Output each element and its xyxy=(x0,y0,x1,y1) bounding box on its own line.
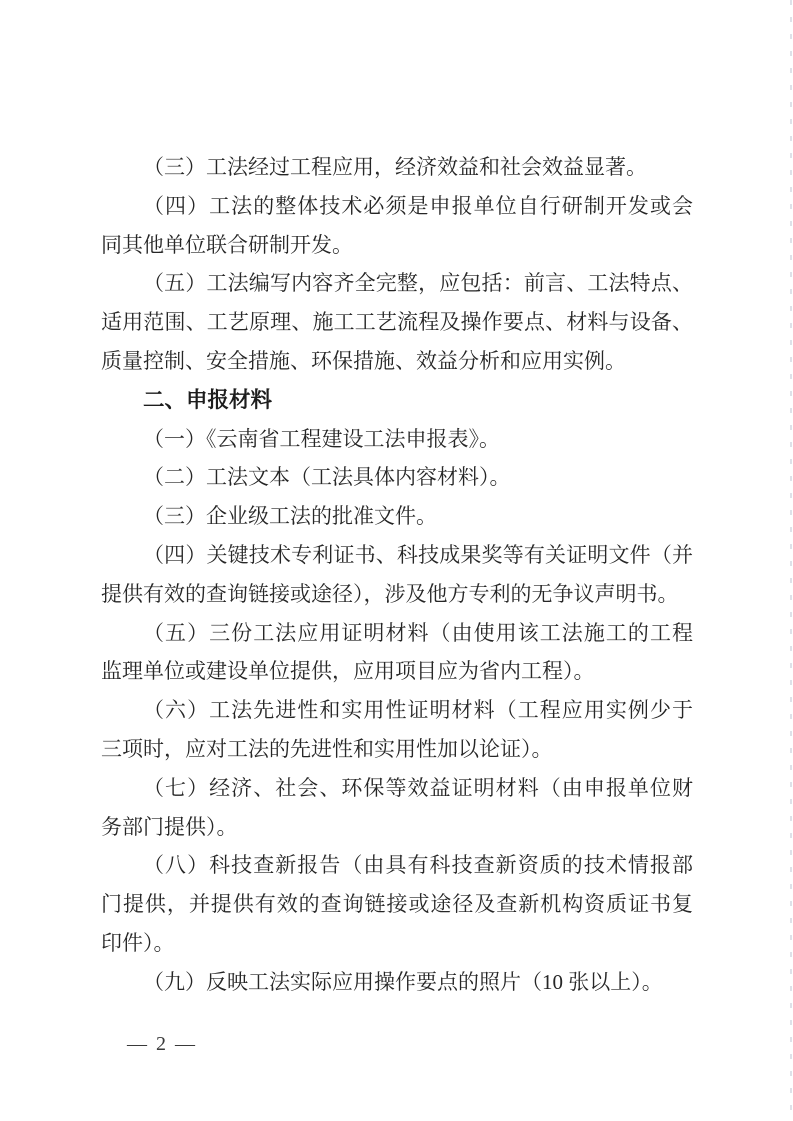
doc-line-item-6-cont: 三项时，应对工法的先进性和实用性加以论证）。 xyxy=(101,736,553,761)
doc-line-clause-3: （三）工法经过工程应用，经济效益和社会效益显著。 xyxy=(143,155,647,179)
doc-line-item-4: （四）关键技术专利证书、科技成果奖等有关证明文件（并 xyxy=(143,542,693,567)
doc-line-item-5: （五）三份工法应用证明材料（由使用该工法施工的工程 xyxy=(143,620,693,645)
scan-edge-artifact xyxy=(790,0,792,1121)
doc-line-item-1: （一）《云南省工程建设工法申报表》。 xyxy=(143,426,500,451)
doc-line-clause-5: （五）工法编写内容齐全完整，应包括：前言、工法特点、 xyxy=(143,271,693,296)
doc-line-item-8-end: 印件）。 xyxy=(101,930,175,955)
doc-line-clause-4-cont: 同其他单位联合研制开发。 xyxy=(101,232,353,257)
page-number: — 2 — xyxy=(127,1033,197,1055)
doc-line-item-7: （七）经济、社会、环保等效益证明材料（由申报单位财 xyxy=(143,775,693,800)
doc-line-item-7-cont: 务部门提供）。 xyxy=(101,814,238,839)
doc-line-item-5-cont: 监理单位或建设单位提供，应用项目应为省内工程）。 xyxy=(101,659,595,684)
doc-line-item-3: （三）企业级工法的批准文件。 xyxy=(143,504,437,529)
document-body xyxy=(101,148,693,1002)
doc-line-item-6: （六）工法先进性和实用性证明材料（工程应用实例少于 xyxy=(143,698,693,723)
doc-line-item-9: （九）反映工法实际应用操作要点的照片（10 张以上）。 xyxy=(143,969,663,994)
doc-line-clause-4: （四）工法的整体技术必须是申报单位自行研制开发或会 xyxy=(143,193,693,218)
doc-line-item-4-cont: 提供有效的查询链接或途径），涉及他方专利的无争议声明书。 xyxy=(101,581,679,606)
doc-line-item-8: （八）科技查新报告（由具有科技查新资质的技术情报部 xyxy=(143,853,693,878)
doc-line-item-2: （二）工法文本（工法具体内容材料）。 xyxy=(143,465,511,490)
doc-line-item-8-cont: 门提供，并提供有效的查询链接或途径及查新机构资质证书复 xyxy=(101,892,693,917)
doc-line-clause-5-end: 质量控制、安全措施、环保措施、效益分析和应用实例。 xyxy=(101,348,626,373)
doc-line-clause-5-cont: 适用范围、工艺原理、施工工艺流程及操作要点、材料与设备、 xyxy=(101,310,693,335)
section-heading-application-materials: 二、申报材料 xyxy=(143,387,273,412)
